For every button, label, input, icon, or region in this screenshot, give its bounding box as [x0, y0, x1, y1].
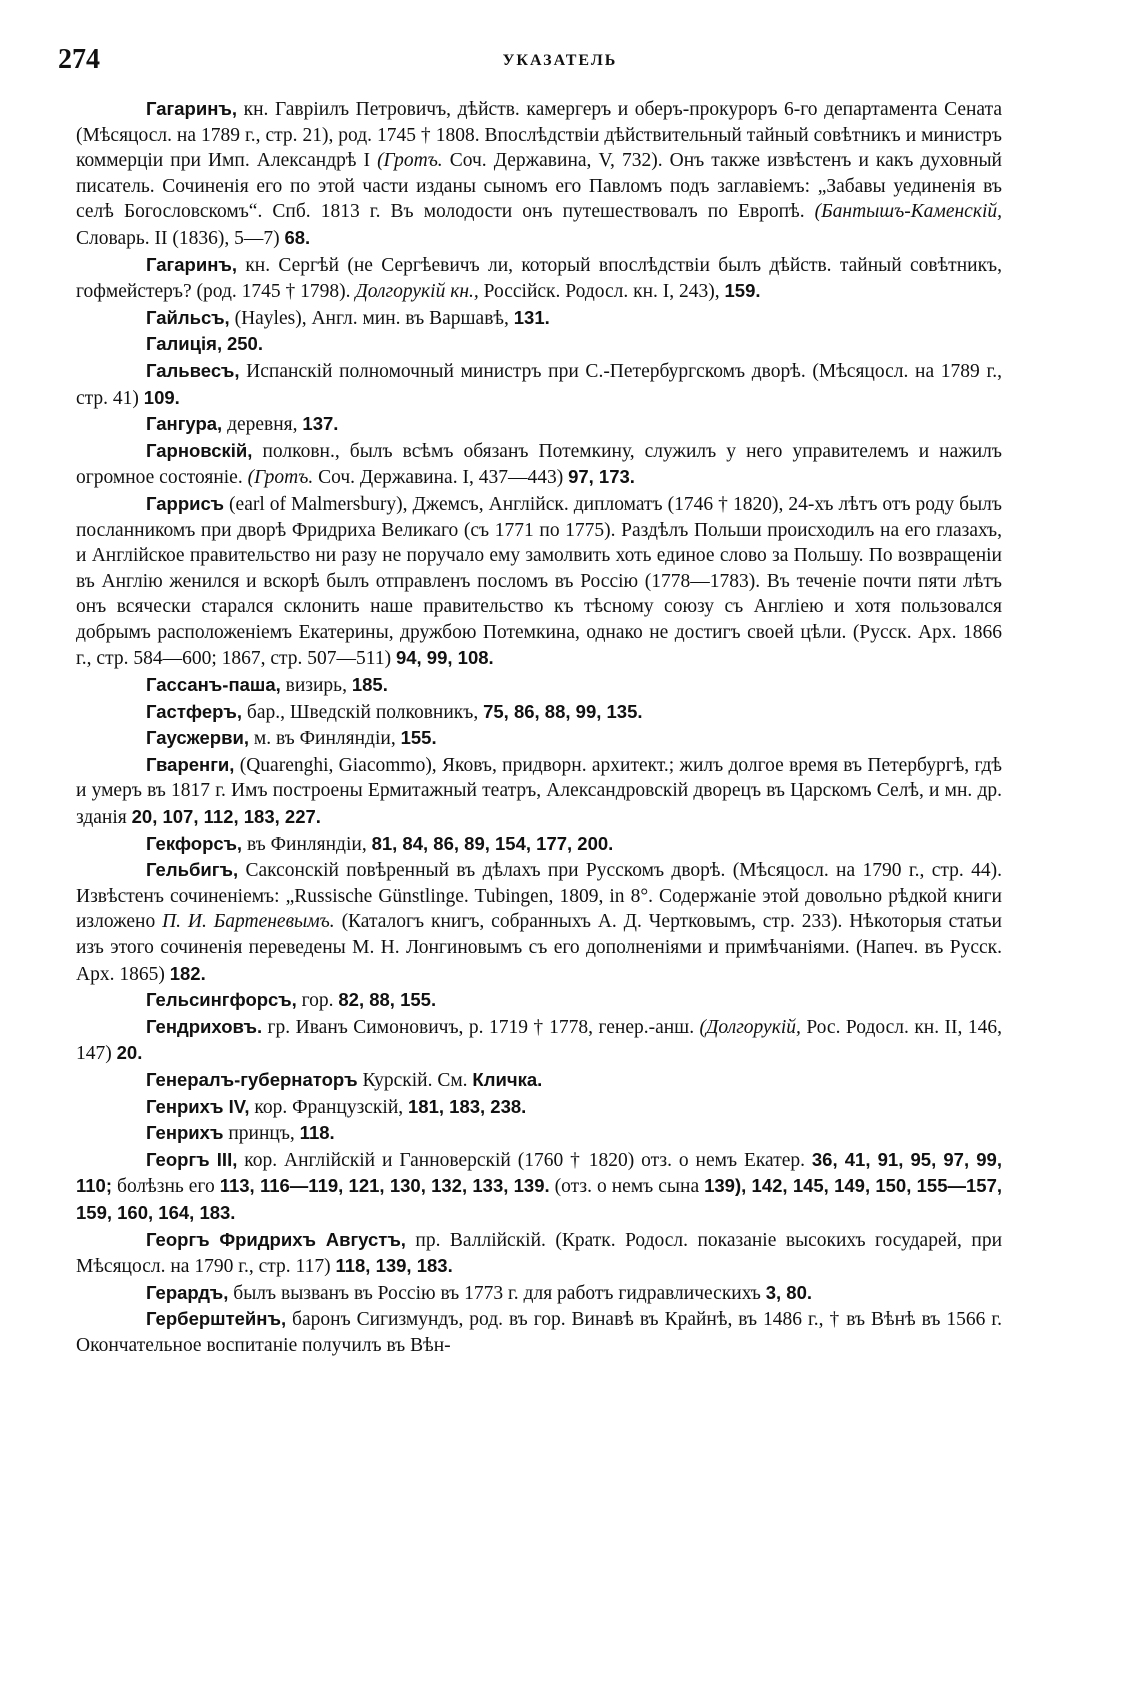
- entry-page-refs: 139), 142, 145, 149, 150, 155—157, 159, 160, 164, 183.: [76, 1175, 1003, 1223]
- entry-citation: (Гротъ.: [377, 150, 443, 172]
- entry-text: принцъ,: [223, 1123, 300, 1145]
- index-entry: [76, 411, 1002, 438]
- entry-text: Словарь. II (1836), 5—7): [76, 227, 285, 249]
- entry-citation: (Долгорукій,: [699, 1016, 801, 1038]
- entry-citation: П. И. Бартеневымъ.: [162, 911, 335, 933]
- index-entry: [76, 672, 1002, 699]
- page-header: [58, 44, 1062, 84]
- entry-headword: Гальвесъ,: [146, 359, 240, 381]
- entry-page-refs: 20.: [116, 1042, 143, 1064]
- entry-text: визирь,: [280, 675, 352, 697]
- index-entry: [76, 1280, 1002, 1307]
- entry-page-refs: 82, 88, 155.: [338, 989, 437, 1011]
- index-entry: [76, 725, 1002, 752]
- entry-text: деревня,: [222, 414, 303, 436]
- index-entry: [76, 987, 1002, 1014]
- entry-citation: Долгорукій кн.,: [355, 281, 479, 303]
- entry-text: (Hayles), Англ. мин. въ Варшавѣ,: [229, 307, 514, 329]
- entry-text: полковн., былъ всѣмъ обязанъ Потемкину, служилъ у него управителемъ и нажилъ огромное состояніе.: [76, 440, 1002, 489]
- entry-text: кн. Сергѣй (не Сергѣевичъ ли, который впослѣдствіи былъ дѣйств. тайный совѣтникъ, гофмейстеръ? (род. 1745 † 1798).: [76, 254, 1002, 303]
- entry-headword: Генералъ-губернаторъ: [146, 1068, 358, 1090]
- index-entry: [76, 1067, 1002, 1094]
- index-entry: [76, 699, 1002, 726]
- entry-page-refs: 3, 80.: [765, 1281, 813, 1303]
- entry-headword: Гендриховъ.: [146, 1015, 263, 1037]
- entry-text: Соч. Державина. I, 437—443): [313, 467, 569, 489]
- entry-text: баронъ Сигизмундъ, род. въ гор. Винавѣ въ Крайнѣ, въ 1486 г., † въ Вѣнѣ въ 1566 г. Окончательное воспитаніе получилъ въ Вѣн-: [76, 1309, 1002, 1356]
- entry-page-refs: 36, 41, 91, 95, 97, 99, 110;: [76, 1148, 1002, 1197]
- index-entry: [76, 1014, 1002, 1067]
- entry-text: бар., Шведскій полковникъ,: [242, 701, 484, 723]
- entry-headword: Галиція,: [146, 333, 223, 355]
- index-entry: [76, 752, 1002, 831]
- entry-text: болѣзнь его: [112, 1176, 220, 1198]
- entry-citation: (Гротъ.: [247, 467, 314, 489]
- entry-headword: Гассанъ-паша,: [146, 674, 281, 696]
- index-entries: [76, 96, 1002, 1359]
- entry-text: гор.: [296, 990, 339, 1012]
- entry-headword: Генрихъ: [146, 1122, 224, 1144]
- entry-page-refs: 181, 183, 238.: [408, 1095, 527, 1117]
- index-entry: [76, 857, 1002, 987]
- entry-page-refs: 68.: [284, 226, 311, 248]
- index-entry: [76, 252, 1002, 305]
- index-entry: [76, 1227, 1002, 1280]
- entry-headword: Гагаринъ,: [146, 253, 238, 275]
- entry-citation: (Бантышъ-Каменскій,: [814, 201, 1002, 223]
- index-entry: [76, 491, 1002, 672]
- entry-text: Курскій. См.: [357, 1069, 473, 1091]
- entry-headword: Генрихъ IV,: [146, 1095, 250, 1117]
- entry-headword: Гастферъ,: [146, 700, 243, 722]
- entry-headword: Гагаринъ,: [146, 98, 238, 119]
- entry-headword: Герберштейнъ,: [146, 1308, 287, 1330]
- entry-headword: Гаррисъ: [146, 492, 225, 514]
- entry-text: (отз. о немъ сына: [549, 1176, 705, 1198]
- entry-page-refs: 81, 84, 86, 89, 154, 177, 200.: [371, 832, 614, 854]
- entry-text: (earl of Malmersbury), Джемсъ, Англійск. дипломатъ (1746 † 1820), 24-хъ лѣтъ отъ роду былъ посланникомъ при дворѣ Фридриха Великаго (съ 1771 по 1775). Раздѣлъ Польши происходилъ на его глазахъ, и Англійское правительство ни разу не поручало ему замолвить хоть единое слово за Польшу. По возвращеніи въ Англію женился и вскорѣ былъ отправленъ посломъ въ Россію (1778—1783). Въ теченіе почти пяти лѣтъ онъ всячески старался склонить наше правительство къ тѣсному союзу съ Англіею и хотя пользовался добрымъ расположеніемъ Екатерины, дружбою Потемкина, однако не достигъ своей цѣли. (Русск. Арх. 1866 г., стр. 584—600; 1867, стр. 507—511): [76, 493, 1002, 670]
- index-entry: [76, 1306, 1002, 1358]
- entry-text: Соч. Державина, V, 732). Онъ также извѣстенъ и какъ духовный писатель. Сочиненія его по этой части изданы сыномъ его Павломъ подъ заглавіемъ: „Забавы уединенія въ селѣ Богословскомъ“. Спб. 1813 г. Въ молодости онъ путешествовалъ по Европѣ.: [76, 150, 1002, 223]
- index-entry: [76, 1120, 1002, 1147]
- entry-page-refs: 182.: [169, 962, 206, 984]
- entry-page-refs: 137.: [302, 413, 339, 435]
- entry-page-refs: 97, 173.: [568, 466, 635, 488]
- index-entry: [76, 831, 1002, 858]
- entry-page-refs: 109.: [143, 386, 180, 408]
- entry-text: Рос. Родосл. кн. II, 146, 147): [76, 1016, 1002, 1065]
- index-entry: [76, 305, 1002, 332]
- page-number: 274: [58, 44, 100, 75]
- entry-text: Испанскій полномочный министръ при С.-Петербургскомъ дворѣ. (Мѣсяцосл. на 1789 г., стр. 41): [76, 360, 1002, 409]
- entry-headword: Георгъ Фридрихъ Августъ,: [146, 1228, 406, 1250]
- entry-text: кор. Французскій,: [249, 1096, 409, 1118]
- entry-page-refs: Кличка.: [472, 1068, 543, 1090]
- entry-headword: Гангура,: [146, 413, 223, 435]
- entry-headword: Гарновскій,: [146, 439, 253, 461]
- entry-text: кор. Англійскій и Ганноверскій (1760 † 1820) отз. о немъ Екатер.: [237, 1149, 812, 1171]
- entry-headword: Гекфорсъ,: [146, 832, 243, 854]
- entry-headword: Гваренги,: [146, 753, 235, 775]
- index-entry: [76, 358, 1002, 411]
- entry-page-refs: 20, 107, 112, 183, 227.: [131, 806, 321, 828]
- index-entry: [76, 331, 1002, 358]
- entry-page-refs: 75, 86, 88, 99, 135.: [483, 700, 643, 722]
- entry-page-refs: 155.: [400, 727, 437, 749]
- index-entry: [76, 96, 1002, 252]
- entry-page-refs: 250.: [226, 333, 263, 355]
- entry-headword: Гайльсъ,: [146, 306, 230, 328]
- entry-text: (Каталогъ книгъ, собранныхъ А. Д. Чертковымъ, стр. 233). Нѣкоторыя статьи изъ этого сочиненія переведены М. Н. Лонгиновымъ съ его дополненіями и примѣчаніями. (Напеч. въ Русск. Арх. 1865): [76, 911, 1002, 985]
- entry-page-refs: 94, 99, 108.: [395, 647, 494, 669]
- entry-headword: Герардъ,: [146, 1281, 229, 1303]
- entry-text: въ Финляндіи,: [242, 833, 372, 855]
- entry-headword: Гельбигъ,: [146, 859, 239, 881]
- entry-page-refs: 113, 116—119, 121, 130, 132, 133, 139.: [219, 1175, 550, 1197]
- entry-text: Россійск. Родосл. кн. I, 243),: [478, 281, 725, 303]
- entry-text: гр. Иванъ Симоновичъ, р. 1719 † 1778, генер.-анш.: [262, 1016, 700, 1038]
- entry-page-refs: 159.: [724, 280, 761, 302]
- entry-page-refs: 118, 139, 183.: [335, 1255, 453, 1277]
- entry-text: кн. Гавріилъ Петровичъ, дѣйств. камергеръ и оберъ-прокуроръ 6-го департамента Сената (Мѣсяцосл. на 1789 г., стр. 21), род. 1745 † 1808. Впослѣдствіи дѣйствительный тайный совѣтникъ и министръ коммерціи при Имп. Александрѣ I: [76, 99, 1002, 172]
- entry-headword: Гаусжерви,: [146, 727, 249, 749]
- entry-text: (Quarenghi, Giacommo), Яковъ, придворн. архитект.; жилъ долгое время въ Петербургѣ, гдѣ и умеръ въ 1817 г. Имъ построены Ермитажный театръ, Александровскій дворецъ въ Царскомъ Селѣ, и мн. др. зданія: [76, 754, 1002, 829]
- index-entry: [76, 1147, 1002, 1227]
- entry-page-refs: 118.: [299, 1122, 335, 1144]
- entry-page-refs: 185.: [351, 674, 388, 696]
- index-entry: [76, 1094, 1002, 1121]
- entry-page-refs: 131.: [513, 306, 550, 328]
- entry-text: м. въ Финляндіи,: [249, 728, 401, 750]
- entry-headword: Гельсингфорсъ,: [146, 989, 297, 1011]
- entry-headword: Георгъ III,: [146, 1148, 238, 1170]
- index-entry: [76, 438, 1002, 491]
- running-title: УКАЗАТЕЛЬ: [502, 52, 618, 69]
- entry-text: пр. Валлійскій. (Кратк. Родосл. показаніе высокихъ государей, при Мѣсяцосл. на 1790 г., стр. 117): [76, 1229, 1002, 1278]
- entry-text: Саксонскій повѣренный въ дѣлахъ при Русскомъ дворѣ. (Мѣсяцосл. на 1790 г., стр. 44). Извѣстенъ сочиненіемъ: „Russische Günstlinge. Tubingen, 1809, in 8°. Содержаніе этой довольно рѣдкой книги изложено: [76, 860, 1002, 933]
- entry-text: былъ вызванъ въ Россію въ 1773 г. для работъ гидравлическихъ: [228, 1282, 766, 1304]
